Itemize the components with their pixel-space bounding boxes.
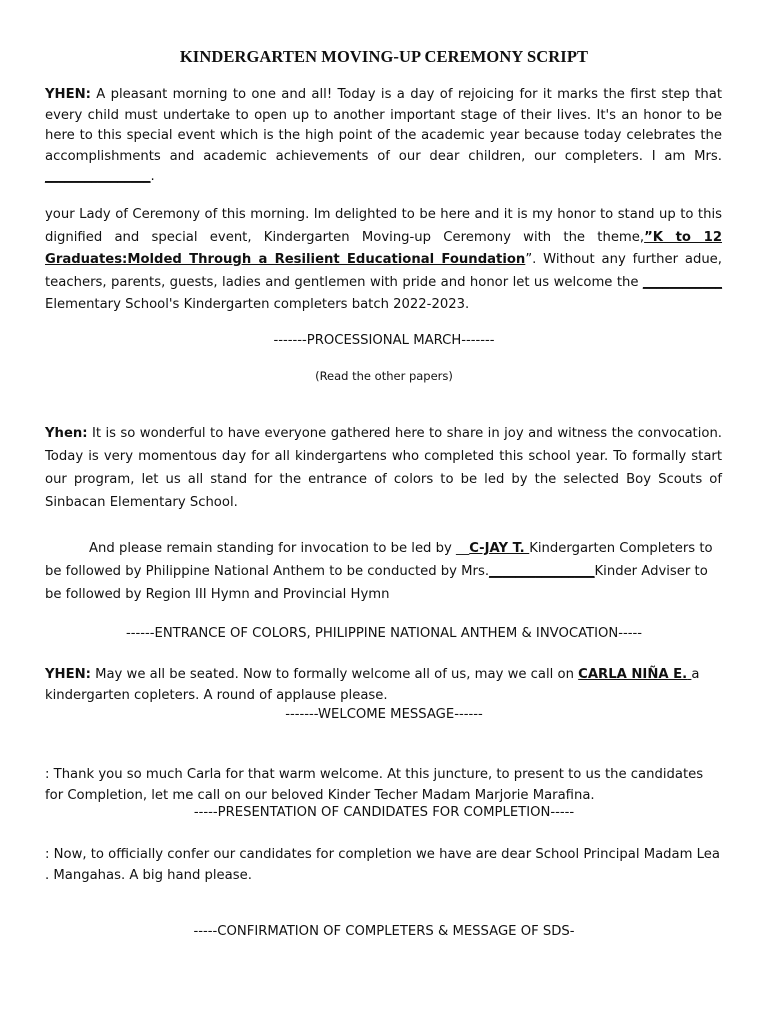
theme-paragraph (45, 204, 722, 317)
paragraph-text-b: a kindergarten copleters. A round of applause please. (45, 667, 700, 703)
paragraph-text: And please remain standing for invocation to be led by __ (89, 541, 470, 556)
entrance-heading: ------ENTRANCE OF COLORS, PHILIPPINE NATIONAL ANTHEM & INVOCATION----- (125, 626, 643, 641)
paragraph-text-c: Elementary School's Kindergarten completers batch 2022-2023. (45, 297, 470, 312)
speaker-label: YHEN: (45, 87, 91, 102)
welcome-heading: -------WELCOME MESSAGE------ (285, 707, 483, 722)
paragraph-text-b: Kindergarten Completers to be followed by Philippine National Anthem to be conducted by Mrs. (45, 541, 713, 579)
adviser-blank: ________________ (489, 564, 595, 579)
paragraph-text: It is so wonderful to have everyone gathered here to share in joy and witness the convocation. Today is very momentous day for all kindergartens who completed this school year. To formally start our program, let us all stand for the entrance of colors to be led by the selected Boy Scouts of Sinbacan Elementary School. (45, 426, 722, 510)
document-title: KINDERGARTEN MOVING-UP CEREMONY SCRIPT (179, 47, 589, 66)
convocation-paragraph (45, 422, 722, 514)
speaker-label: YHEN: (45, 667, 91, 682)
welcome-speaker-name: CARLA NIÑA E. (578, 667, 688, 682)
paragraph-text: : Thank you so much Carla for that warm welcome. At this juncture, to present to us the candidates for Completion, let me call on our beloved Kinder Techer Madam Marjorie Marafina. (45, 767, 704, 803)
confirmation-paragraph (45, 844, 722, 886)
speaker-label: Yhen: (45, 426, 88, 441)
paragraph-text: May we all be seated. Now to formally welcome all of us, may we call on (90, 667, 579, 682)
school-blank: ____________ (642, 274, 722, 290)
confirmation-heading: -----CONFIRMATION OF COMPLETERS & MESSAGE OF SDS- (193, 924, 575, 939)
name-blank: ________________ (45, 169, 151, 184)
invocation-leader-name: C-JAY T. (469, 541, 530, 556)
processional-heading: -------PROCESSIONAL MARCH------- (273, 333, 495, 348)
invocation-paragraph (45, 537, 722, 606)
opening-paragraph (45, 85, 722, 188)
paragraph-text-b: ”. Without any further adue, teachers, parents, guests, ladies and gentlemen with pride and honor let us welcome the (45, 252, 722, 290)
welcome-paragraph (45, 664, 722, 706)
read-note: (Read the other papers) (315, 369, 453, 383)
paragraph-text-end: . (150, 169, 155, 184)
paragraph-text-c: Kinder Adviser to be followed by Region III Hymn and Provincial Hymn (45, 564, 708, 602)
paragraph-text: : Now, to officially confer our candidates for completion we have are dear School Principal Madam Lea . Mangahas. A big hand please. (45, 847, 720, 883)
presentation-paragraph (45, 764, 722, 806)
theme-text: ”K to 12 Graduates:Molded Through a Resilient Educational Foundation (45, 229, 722, 267)
paragraph-text: your Lady of Ceremony of this morning. Im delighted to be here and it is my honor to stand up to this dignified and special event, Kindergarten Moving-up Ceremony with the theme, (45, 207, 722, 245)
presentation-heading: -----PRESENTATION OF CANDIDATES FOR COMPLETION----- (193, 805, 575, 820)
paragraph-text: A pleasant morning to one and all! Today is a day of rejoicing for it marks the first step that every child must undertake to open up to another important stage of their lives. It's an honor to be here to this special event which is the high point of the academic year because today celebrates the accomplishments and academic achievements of our dear children, our completers. I am Mrs. (45, 87, 722, 164)
